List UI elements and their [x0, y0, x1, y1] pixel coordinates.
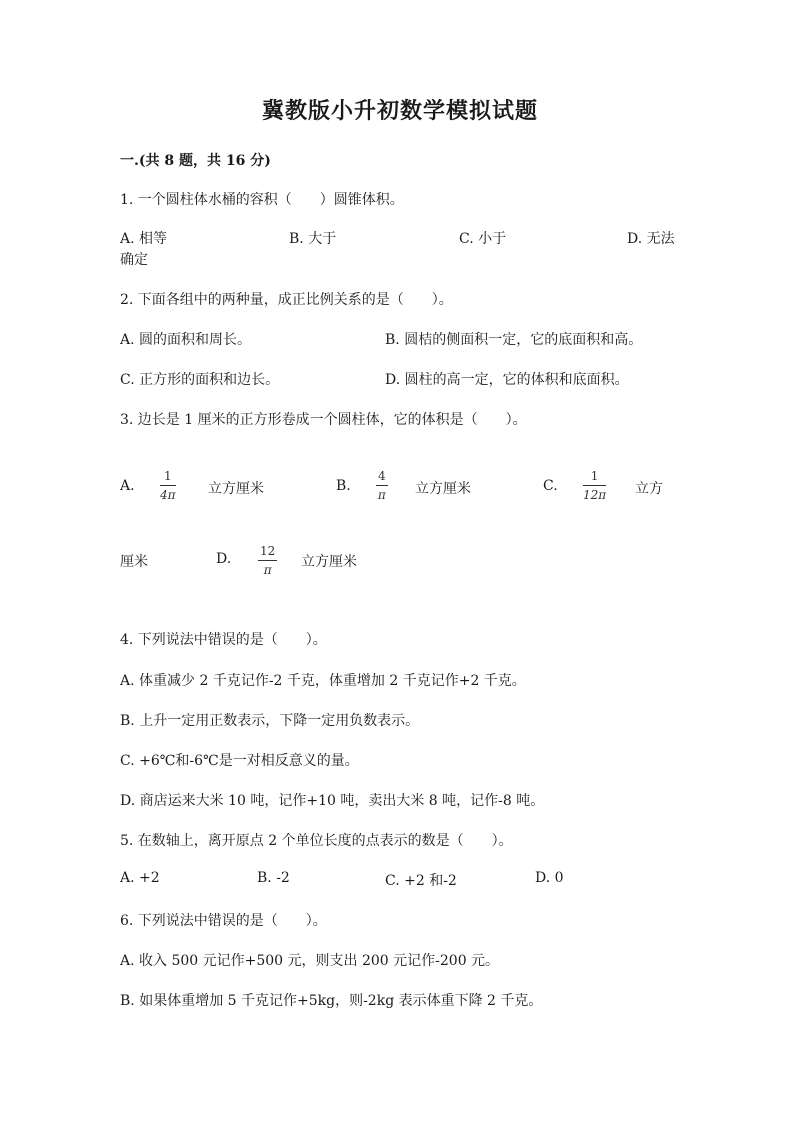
question-2-option-b: B. 圆桔的侧面积一定，它的底面积和高。 — [385, 332, 643, 348]
question-1-option-b: B. 大于 — [289, 231, 337, 247]
fraction-numerator: 1 — [160, 470, 176, 486]
fraction-denominator: 4π — [160, 488, 176, 502]
question-3-option-c-fraction — [583, 470, 606, 501]
question-6-option-b: B. 如果体重增加 5 千克记作+5kg，则-2kg 表示体重下降 2 千克。 — [120, 993, 543, 1009]
question-4-option-b: B. 上升一定用正数表示，下降一定用负数表示。 — [120, 713, 420, 729]
question-1-option-d: D. 无法 — [627, 231, 675, 247]
question-5-option-b: B. -2 — [257, 870, 290, 886]
question-3-option-c-unit-continued: 厘米 — [120, 554, 148, 570]
question-3-option-a-label: A. — [120, 478, 135, 494]
question-1-option-c: C. 小于 — [459, 231, 507, 247]
question-6-stem: 6. 下列说法中错误的是（ ）。 — [120, 913, 327, 929]
question-5-option-c: C. +2 和-2 — [385, 873, 457, 889]
question-3-option-c-unit: 立方 — [635, 481, 663, 497]
question-3-option-b-fraction — [376, 470, 388, 501]
question-2-option-c: C. 正方形的面积和边长。 — [120, 372, 280, 388]
question-2-option-d: D. 圆柱的高一定，它的体积和底面积。 — [385, 372, 629, 388]
fraction-denominator: 12π — [583, 488, 607, 502]
question-4-option-a: A. 体重减少 2 千克记作-2 千克，体重增加 2 千克记作+2 千克。 — [120, 673, 526, 689]
fraction-numerator: 4 — [376, 470, 388, 486]
question-3-option-a-unit: 立方厘米 — [208, 481, 264, 497]
page-title: 冀教版小升初数学模拟试题 — [261, 98, 538, 124]
fraction-denominator: π — [377, 488, 386, 502]
fraction-numerator: 1 — [583, 470, 606, 486]
question-2-option-a: A. 圆的面积和周长。 — [120, 332, 252, 348]
question-1-option-a: A. 相等 — [120, 231, 168, 247]
question-3-stem: 3. 边长是 1 厘米的正方形卷成一个圆柱体，它的体积是（ ）。 — [120, 412, 527, 428]
question-5-option-a: A. +2 — [120, 870, 160, 886]
fraction-numerator: 12 — [258, 545, 277, 561]
question-5-stem: 5. 在数轴上，离开原点 2 个单位长度的点表示的数是（ ）。 — [120, 833, 513, 849]
question-5-option-d: D. 0 — [535, 870, 564, 886]
question-3-option-a-fraction — [160, 470, 176, 501]
question-3-option-b-label: B. — [336, 478, 351, 494]
question-4-stem: 4. 下列说法中错误的是（ ）。 — [120, 632, 327, 648]
question-3-option-b-unit: 立方厘米 — [415, 481, 471, 497]
question-3-option-d-unit: 立方厘米 — [301, 554, 357, 570]
question-3-option-d-fraction — [258, 545, 277, 576]
question-1-stem: 1. 一个圆柱体水桶的容积（ ）圆锥体积。 — [120, 192, 404, 208]
question-3-option-d-label: D. — [216, 551, 232, 567]
question-2-stem: 2. 下面各组中的两种量，成正比例关系的是（ ）。 — [120, 292, 453, 308]
question-1-option-d-continued: 确定 — [120, 252, 148, 268]
question-4-option-d: D. 商店运来大米 10 吨，记作+10 吨，卖出大米 8 吨，记作-8 吨。 — [120, 793, 545, 809]
question-3-option-c-label: C. — [543, 478, 558, 494]
fraction-denominator: π — [263, 563, 272, 577]
question-4-option-c: C. +6℃和-6℃是一对相反意义的量。 — [120, 753, 359, 769]
section-heading: 一.(共 8 题，共 16 分) — [120, 153, 271, 169]
question-6-option-a: A. 收入 500 元记作+500 元，则支出 200 元记作-200 元。 — [120, 953, 500, 969]
